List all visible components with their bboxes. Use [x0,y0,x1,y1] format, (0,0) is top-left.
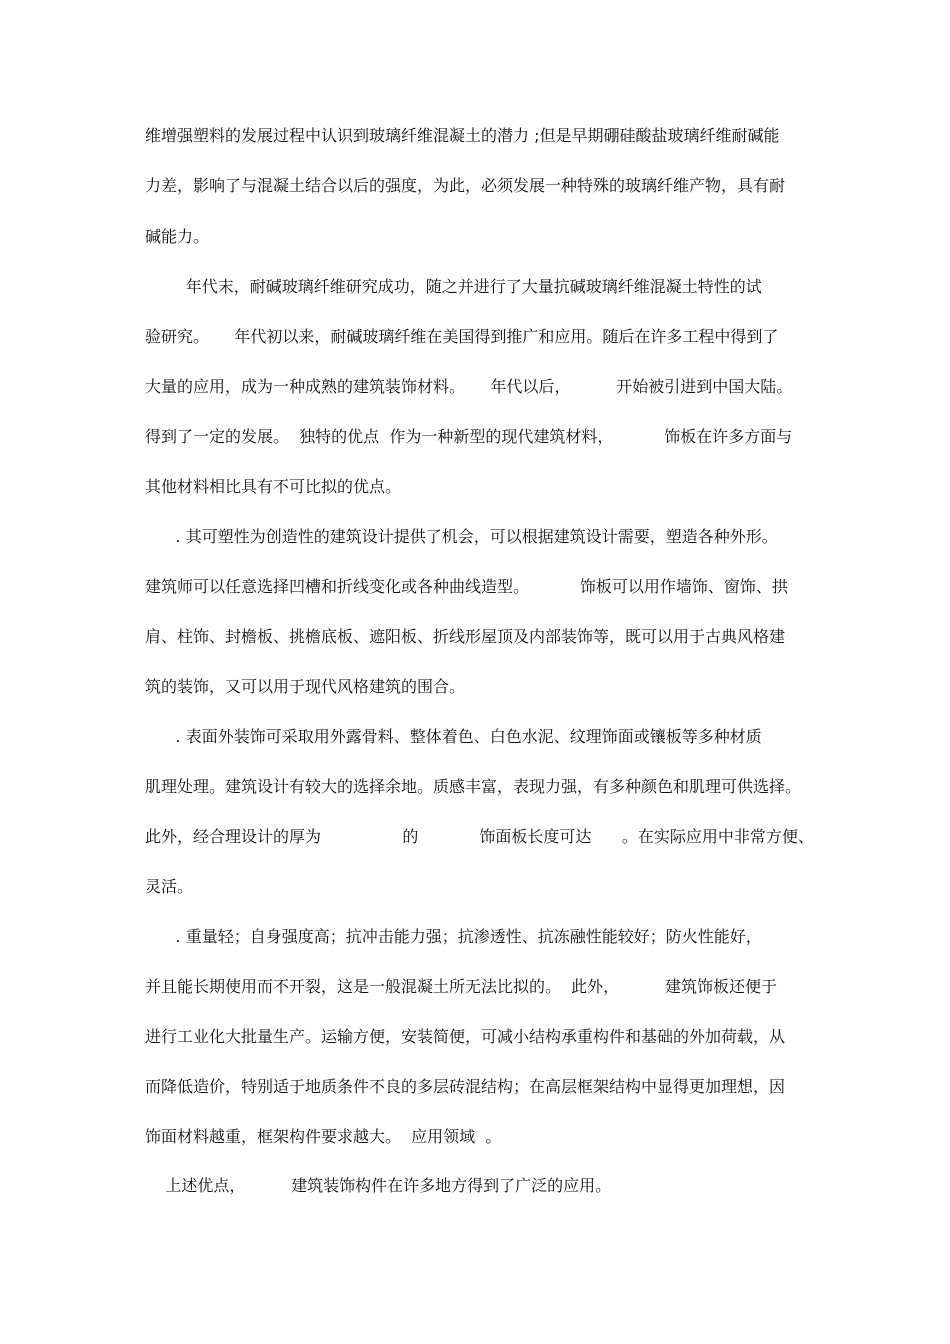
text-line: 并且能长期使用而不开裂，这是一般混凝土所无法比拟的。 此外， 建筑饰板还便于 [145,977,777,996]
text-line: 肌理处理。建筑设计有较大的选择余地。质感丰富，表现力强，有多种颜色和肌理可供选择。 [145,777,802,796]
text-line: 年代末，耐碱玻璃纤维研究成功，随之并进行了大量抗碱玻璃纤维混凝土特性的试 [145,277,762,296]
text-line: 碱能力。 [145,227,210,246]
text-line: 灵活。 [145,877,194,896]
text-line: 力差，影响了与混凝土结合以后的强度，为此，必须发展一种特殊的玻璃纤维产物，具有耐 [145,176,786,195]
text-line: . 重量轻；自身强度高；抗冲击能力强；抗渗透性、抗冻融性能较好；防火性能好， [145,927,762,946]
text-line: 其他材料相比具有不可比拟的优点。 [145,477,402,496]
text-line: 进行工业化大批量生产。运输方便，安装简便，可减小结构承重构件和基础的外加荷载，从 [145,1027,786,1046]
text-line: 此外，经合理设计的厚为 的 饰面板长度可达 。在实际应用中非常方便、 [145,827,814,846]
text-line: 得到了一定的发展。 独特的优点 作为一种新型的现代建筑材料， 饰板在许多方面与 [145,427,793,446]
text-line: 而降低造价，特别适于地质条件不良的多层砖混结构；在高层框架结构中显得更加理想，因 [145,1077,786,1096]
text-line: 肩、柱饰、封檐板、挑檐底板、遮阳板、折线形屋顶及内部装饰等，既可以用于古典风格建 [145,627,786,646]
text-line: 上述优点， 建筑装饰构件在许多地方得到了广泛的应用。 [145,1176,612,1195]
text-line: 验研究。 年代初以来，耐碱玻璃纤维在美国得到推广和应用。随后在许多工程中得到了 [145,327,779,346]
text-line: 维增强塑料的发展过程中认识到玻璃纤维混凝土的潜力 ;但是早期硼硅酸盐玻璃纤维耐碱能 [145,126,780,145]
text-line: . 其可塑性为创造性的建筑设计提供了机会，可以根据建筑设计需要，塑造各种外形。 [145,527,778,546]
text-line: 建筑师可以任意选择凹槽和折线变化或各种曲线造型。 饰板可以用作墙饰、窗饰、拱 [145,577,788,596]
text-line: 大量的应用，成为一种成熟的建筑装饰材料。 年代以后， 开始被引进到中国大陆。 [145,377,793,396]
text-line: 筑的装饰，又可以用于现代风格建筑的围合。 [145,677,466,696]
text-line: 饰面材料越重，框架构件要求越大。 应用领域 。 [145,1127,502,1146]
text-line: . 表面外装饰可采取用外露骨料、整体着色、白色水泥、纹理饰面或镶板等多种材质 [145,727,762,746]
